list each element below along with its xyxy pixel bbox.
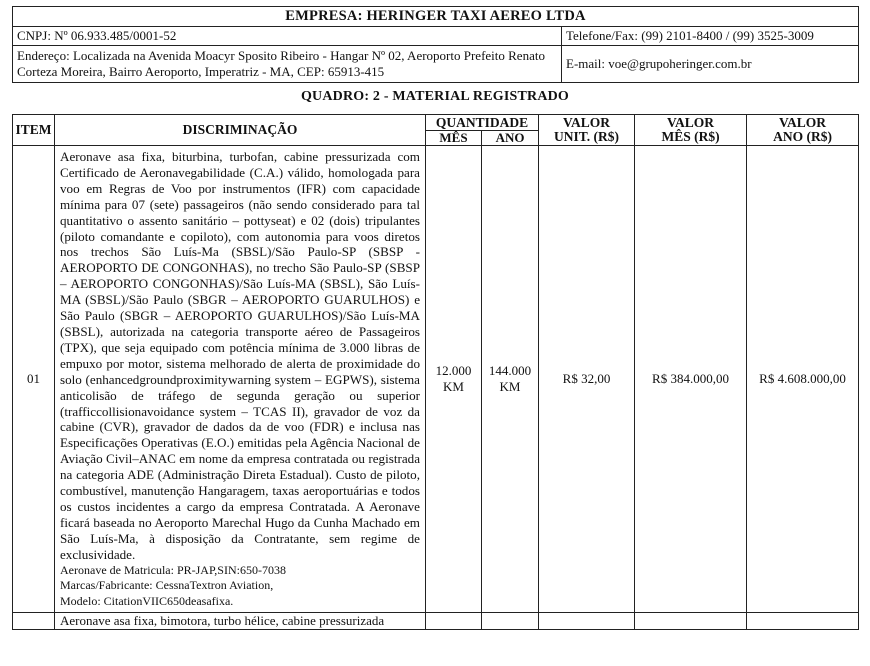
row-marca: Marcas/Fabricante: CessnaTextron Aviation,: [60, 578, 274, 593]
row-matricula: Aeronave de Matricula: PR-JAP,SIN:650-7038: [60, 562, 286, 577]
row-valor-ano: R$ 4.608.000,00: [747, 146, 859, 613]
company-info-table: [12, 6, 859, 83]
row-valor-mes: R$ 384.000,00: [635, 146, 747, 613]
section-title: QUADRO: 2 - MATERIAL REGISTRADO: [300, 89, 570, 104]
header-valor-mes-line2: MÊS (R$): [661, 129, 720, 144]
row-description-next: Aeronave asa fixa, bimotora, turbo hélice, cabine pressurizada: [55, 613, 426, 630]
header-valor-unit-line1: VALOR: [563, 115, 611, 130]
row-qtd-ano: 144.000 KM: [482, 146, 539, 613]
row-description-text: Aeronave asa fixa, biturbina, turbofan, cabine pressurizada com Certificado de Aeronavegabilidade (C.A.) válido, homologada para voo em Regras de Voo por instrumentos (IFR) com capacidade mínima para 07 (sete) passageiros (não sendo considerado para tal quantitativo o assento sanitário – pottyseat) e 02 (dois) tripulantes (piloto comandante e copiloto), com autonomia para voos diretos nos trechos São Luís-Ma (SBSL)/São Paulo-SP (SBSP - AEROPORTO DE CONGONHAS), no trecho São Paulo-SP (SBSP – AEROPORTO CONGONHAS)/São Luís-MA (SBSL), São Luís-MA (SBSL)/São Paulo (SBGR – AEROPORTO GUARULHOS) e São Paulo (SBGR – AEROPORTO GUARULHOS)/São Luís-MA (SBSL), autorizada na categoria transporte aéreo de Passageiros (TPX), que seja equipado com potência mínima de 3.000 libras de empuxo por motor, sistema melhorado de alerta de proximidade do solo (enhancedgroundproximitywarning system – EGPWS), sistema anticolisão de tráfego de segunda geração ou superior (trafficcollisionavoidance system – TCAS II), gravador de voz da cabine (CVR), gravador de dados da de voo (FDR) e inclusa nas Especificações Operativas (E.O.) emitidas pela Agência Nacional de Aviação Civil–ANAC em nome da empresa contratada ou registrada na categoria ADE (Administração Direta Estadual). Custo de piloto, combustível, manutenção Hangaragem, taxas aeroportuárias e todos os custos incidentes a cargo da empresa Contratada. A Aeronave ficará baseada no Aeroporto Marechal Hugo da Cunha Machado em São Luís-Ma, à disposição da Contratante, sem regime de exclusividade.: [60, 149, 420, 562]
header-valor-ano-line2: ANO (R$): [773, 129, 832, 144]
company-cnpj: CNPJ: Nº 06.933.485/0001-52: [13, 27, 562, 46]
header-quantidade: QUANTIDADE: [426, 115, 539, 131]
header-valor-mes: [635, 115, 747, 146]
header-valor-unit-line2: UNIT. (R$): [554, 129, 620, 144]
row-qtd-mes: 12.000 KM: [426, 146, 482, 613]
company-address: Endereço: Localizada na Avenida Moacyr Sposito Ribeiro - Hangar Nº 02, Aeroporto Prefeito Renato Corteza Moreira, Bairro Aeroporto, Imperatriz - MA, CEP: 65913-415: [13, 46, 562, 83]
row-valor-unit-next: [539, 613, 635, 630]
header-mes: MÊS: [426, 131, 482, 146]
header-valor-ano-line1: VALOR: [779, 115, 827, 130]
company-email: E-mail: voe@grupoheringer.com.br: [562, 46, 859, 83]
header-ano: ANO: [482, 131, 539, 146]
header-item: ITEM: [13, 115, 55, 146]
company-title: EMPRESA: HERINGER TAXI AEREO LTDA: [13, 7, 859, 27]
row-item: 01: [13, 146, 55, 613]
row-description: [55, 146, 426, 613]
table-row: [13, 146, 859, 613]
header-valor-unit: [539, 115, 635, 146]
row-modelo: Modelo: CitationVIIC650deasafixa.: [60, 594, 234, 609]
header-valor-ano: [747, 115, 859, 146]
material-table: [12, 114, 859, 630]
row-valor-ano-next: [747, 613, 859, 630]
row-valor-unit: R$ 32,00: [539, 146, 635, 613]
row-valor-mes-next: [635, 613, 747, 630]
row-qtd-ano-next: [482, 613, 539, 630]
row-qtd-mes-next: [426, 613, 482, 630]
row-item-next: [13, 613, 55, 630]
company-phone: Telefone/Fax: (99) 2101-8400 / (99) 3525-3009: [562, 27, 859, 46]
header-discriminacao: DISCRIMINAÇÃO: [55, 115, 426, 146]
header-valor-mes-line1: VALOR: [667, 115, 715, 130]
table-row: [13, 613, 859, 630]
